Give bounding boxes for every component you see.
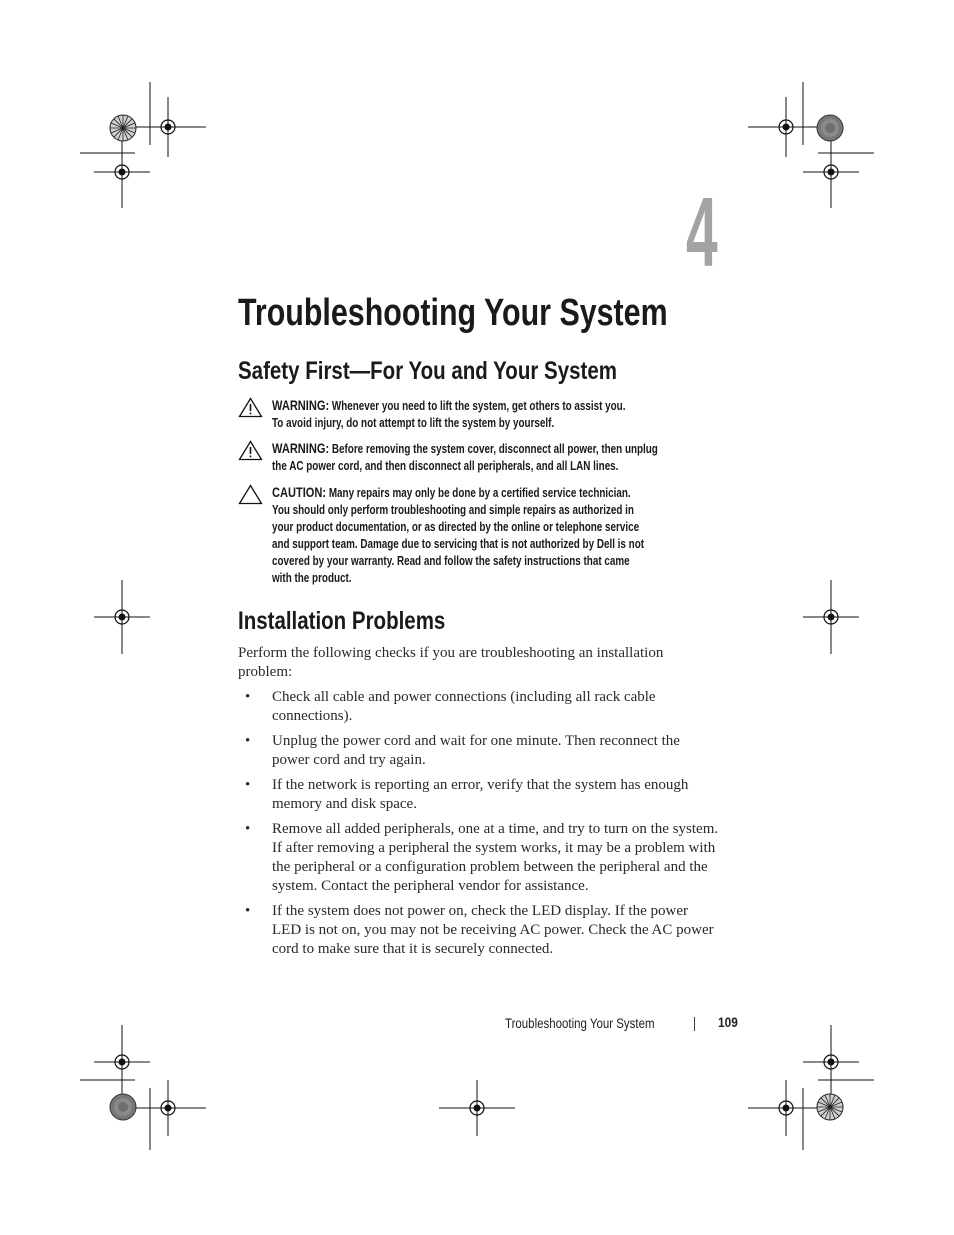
footer-divider — [694, 1017, 695, 1031]
list-item — [238, 732, 738, 770]
crosshair-icon — [803, 137, 859, 208]
crosshair-icon — [94, 580, 150, 654]
list-item-line: LED is not on, you may not be receiving AC power. Check the AC power — [272, 922, 714, 938]
list-item-line: connections). — [272, 708, 353, 724]
starburst-target-icon — [110, 115, 136, 141]
crosshair-icon — [130, 97, 206, 157]
crosshair-icon — [130, 1080, 206, 1136]
bullet-icon: • — [245, 903, 251, 919]
list-item-line: system. Contact the peripheral vendor for assistance. — [272, 878, 589, 894]
warning-line: Before removing the system cover, disconnect all power, then unplug — [331, 442, 658, 456]
caution-line: covered by your warranty. Read and follow the safety instructions that came — [272, 554, 630, 568]
bullet-icon: • — [245, 777, 251, 793]
list-item-line: Check all cable and power connections (including all rack cable — [272, 689, 656, 705]
caution-line: You should only perform troubleshooting and simple repairs as authorized in — [272, 503, 634, 517]
warning-line: the AC power cord, and then disconnect all peripherals, and all LAN lines. — [272, 459, 619, 473]
list-item-line: Unplug the power cord and wait for one minute. Then reconnect the — [272, 733, 680, 749]
installation-intro — [238, 644, 738, 682]
crosshair-icon — [439, 1080, 515, 1136]
page-number: 109 — [718, 1014, 738, 1030]
crosshair-icon — [94, 137, 150, 208]
warning-label: WARNING: — [272, 397, 330, 413]
starburst-target-icon — [817, 115, 843, 141]
warning-triangle-icon — [238, 397, 263, 418]
caution-notice — [238, 484, 738, 588]
crosshair-icon — [748, 1080, 824, 1136]
list-item — [238, 820, 738, 896]
footer-section-title: Troubleshooting Your System — [505, 1015, 655, 1031]
caution-line: and support team. Damage due to servicing that is not authorized by Dell is not — [272, 537, 645, 551]
crosshair-icon — [803, 1025, 859, 1099]
warning-line: Whenever you need to lift the system, get others to assist you. — [331, 399, 626, 413]
chapter-number: 4 — [686, 177, 718, 287]
intro-line: problem: — [238, 664, 293, 680]
warning-triangle-icon — [238, 440, 263, 461]
warning-label: WARNING: — [272, 440, 330, 456]
warning-notice — [238, 440, 738, 476]
list-item — [238, 688, 738, 726]
list-item-line: If the network is reporting an error, verify that the system has enough — [272, 777, 689, 793]
list-item — [238, 776, 738, 814]
bullet-icon: • — [245, 689, 251, 705]
crosshair-icon — [748, 97, 824, 157]
warning-notice — [238, 397, 738, 433]
caution-line: your product documentation, or as directed by the online or telephone service — [272, 520, 640, 534]
crosshair-icon — [94, 1025, 150, 1099]
warning-text — [272, 440, 730, 475]
caution-text — [272, 484, 730, 587]
chapter-title: Troubleshooting Your System — [238, 292, 668, 334]
installation-heading: Installation Problems — [238, 607, 446, 635]
starburst-target-icon — [110, 1094, 136, 1120]
crosshair-icon — [803, 580, 859, 654]
caution-line: with the product. — [272, 571, 352, 585]
intro-line: Perform the following checks if you are troubleshooting an installation — [238, 645, 664, 661]
caution-label: CAUTION: — [272, 484, 327, 500]
warning-text — [272, 397, 730, 432]
list-item — [238, 902, 738, 959]
caution-triangle-icon — [238, 484, 263, 505]
warning-line: To avoid injury, do not attempt to lift the system by yourself. — [272, 416, 555, 430]
starburst-target-icon — [817, 1094, 843, 1120]
list-item-line: the peripheral or a configuration problem between the peripheral and the — [272, 859, 708, 875]
caution-line: Many repairs may only be done by a certified service technician. — [328, 486, 631, 500]
list-item-line: If after removing a peripheral the system works, it may be a problem with — [272, 840, 716, 856]
installation-checklist — [238, 688, 738, 965]
list-item-line: cord to make sure that it is securely connected. — [272, 941, 554, 957]
list-item-line: Remove all added peripherals, one at a time, and try to turn on the system. — [272, 821, 719, 837]
safety-heading: Safety First—For You and Your System — [238, 357, 617, 385]
list-item-line: power cord and try again. — [272, 752, 426, 768]
list-item-line: If the system does not power on, check the LED display. If the power — [272, 903, 688, 919]
bullet-icon: • — [245, 733, 251, 749]
list-item-line: memory and disk space. — [272, 796, 417, 812]
bullet-icon: • — [245, 821, 251, 837]
